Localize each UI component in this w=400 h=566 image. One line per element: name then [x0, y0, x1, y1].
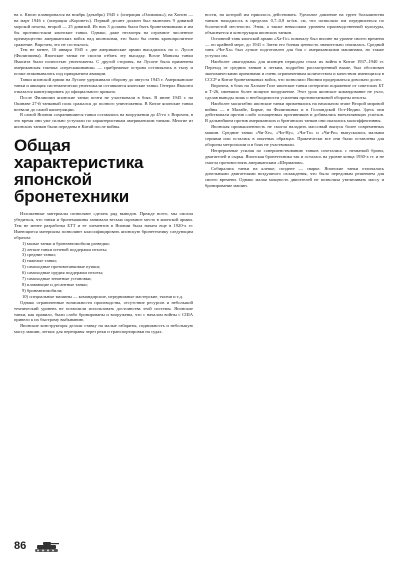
body-paragraph: Собирались танки на клепке, позднее — сварке. Японские танки отличались дизельными двигателями воздушного охлаждения, что было передовым решением для своего времени. Однако малая мощность двигателей не позволяла увеличивать массу и бронирование машин.	[205, 165, 384, 189]
list-item: 10) специальные машины — командирские, передвижные мастерские, тягачи и т.д.	[22, 293, 183, 299]
body-paragraph: Наиболее «выгодным» для японцев периодом стала их война в Китае 1937–1940 гг. Переход от средних танков к легким, подробно рассмотренный выше, был обоснован экономическими причинами и очень ограниченным количеством и качеством имеющихся в СССР и Китае бронетанковых войск, что позволило Японии продержаться довольно долго.	[205, 59, 384, 82]
list-item: 7) самоходные зенитные установки;	[22, 276, 92, 282]
list-item: 5) самоходные противотанковые пушки;	[22, 264, 101, 270]
body-paragraph: Наиболее масштабно японские танки применялись на начальном этапе Второй мировой войны — в Малайе, Бирме, на Филиппинах и в Голландской Ост-Индии. Здесь они действовали против слабо оснащенных противников и добивались впечатляющих успехов. В дальнейшем против американских и британских танков они оказались малоэффективны.	[205, 100, 384, 124]
body-paragraph: Впрочем, в боях на Халхин-Голе японские танки потерпели поражение от советских БТ и Т-26, имевших более мощное вооружение. Этот урок японское командование не учло, сделав выводы лишь о необходимости усиления противотанковой обороны пехоты.	[205, 82, 384, 100]
list-item: 1) малые танки и бронеавтомобили разведки;	[22, 240, 110, 246]
list-item: 4) тяжелые танки;	[22, 258, 57, 264]
left-column	[14, 12, 193, 335]
body-paragraph: Танки японской армии на Лусоне удерживали оборону до августа 1945 г. Американские танки и авиация систематически уничтожали оставшиеся японские танки. Генерал Ямасита отказался капитулировать до официального приказа.	[14, 76, 193, 94]
page-number: 86	[14, 540, 27, 552]
list-item: 2) легкие танки огневой поддержки пехоты;	[22, 246, 108, 252]
list-item: 3) средние танки;	[22, 252, 56, 258]
list-item: 8) плавающие и десантные танки;	[22, 282, 88, 287]
body-paragraph: ности, на которой им пришлось действовать. Удельное давление на грунт большинства танков находилось в пределах 0,7–0,8 кг/кв. см, что позволяло им передвигаться по болотистой местности. Этим, а также невысоким уровнем производственной культуры, объясняется и конструкция японских танков.	[205, 12, 384, 35]
body-paragraph: на о. Кюсю планировался на ноябрь (декабрь) 1945 г. (операция «Олимпик»), на Хонсю — на март 1946 г. (операция «Коронет»). Первый десант должен был включать 9 дивизий морской пехоты, второй — 25 дивизий. Из них 3 должны были быть бронетанковыми и им бы противостояли японские танки. Однако, даже несмотря на огромное численное преимущество американских войск над японскими, это было бы очень кровопролитное сражение. Впрочем, это не состоялось.	[14, 12, 193, 47]
body-paragraph: Непрерывные усилия по совершенствованию танков сочетались с нехваткой брони, двигателей и сырья. Японская бронетехника так и осталась на уровне конца 1930-х гг. и не смогла противостоять американским «Шерманам».	[205, 147, 384, 165]
body-paragraph: Японская промышленность не смогла наладить массовый выпуск более современных машин. Средние танки «Чи-Хе», «Чи-Ну», «Чи-То» и «Чи-Ри» выпускались малыми сериями или остались в опытных образцах. Практически все они были оставлены для обороны метрополии и в боях не участвовали.	[205, 124, 384, 147]
body-paragraph: Однако ограниченные возможности производства, отсутствие ресурсов и небольшой технический уровень не позволили использовать достоинства этой системы. Японские танки, как правило, были слабо бронированы и вооружены, что с началом войны с США привело к их быстрому выбыванию.	[14, 299, 193, 323]
tank-icon	[34, 541, 60, 553]
body-paragraph: После Филиппин японские танки почти не участвовали в боях. В июне 1945 г. на Окинаве 27-й танковый полк сражался до полного уничтожения. В Китае японские танки воевали до самой капитуляции.	[14, 94, 193, 112]
body-paragraph: Тем не менее, 10 января 1945 г. две американские армии высадились на о. Лусон (Филиппины). Японские танки не смогли отбить эту высадку. Возле Манилы танки Ямасита были полностью уничтожены. С другой стороны, на Лусоне была применена американская тактика «перескакивания» — прибрежные острова оставлялись в тылу и позже атаковывались под прикрытием авиации.	[14, 47, 193, 77]
page-footer	[14, 540, 386, 556]
body-paragraph: Основной танк японской армии «Ха-Го» поначалу был вполне на уровне своего времени — по крайней мере, до 1941 г. Затем его боевая ценность значительно снизилась. Средний танк «Чи-Ха» был лучше подготовлен для боя с американскими машинами, но также уступал им.	[205, 35, 384, 59]
body-paragraph: В самой Японии сохранившиеся танки оставались на вооружении до 45-го г. Впрочем, в это время они уже сильно уступали по характеристикам американским танкам. Многие из японских танков были переданы в Китай после войны.	[14, 112, 193, 130]
section-heading: Общая характеристика японской бронетехники	[14, 136, 144, 207]
list-item: 6) самоходные орудия поддержки пехоты;	[22, 270, 104, 276]
body-paragraph: Японские конструкторы делали ставку на малые габариты, подвижность и небольшую массу машин, легких для переправы через реки и транспортировки на судах.	[14, 323, 193, 335]
right-column	[205, 12, 384, 189]
classification-list	[14, 241, 193, 300]
list-item: 9) бронеавтомобили;	[22, 287, 63, 293]
body-paragraph: Изложенные материалы позволяют сделать ряд выводов. Прежде всего, мы смогли убедиться, что танки и бронемашины занимали весьма скромное место в японской армии. Тем не менее разработка БТТ и ее элементов в Японии была начата еще в 1920-х гг. Имеющиеся материалы позволяют классифицировать японскую бронетехнику следующим образом:	[14, 211, 193, 240]
